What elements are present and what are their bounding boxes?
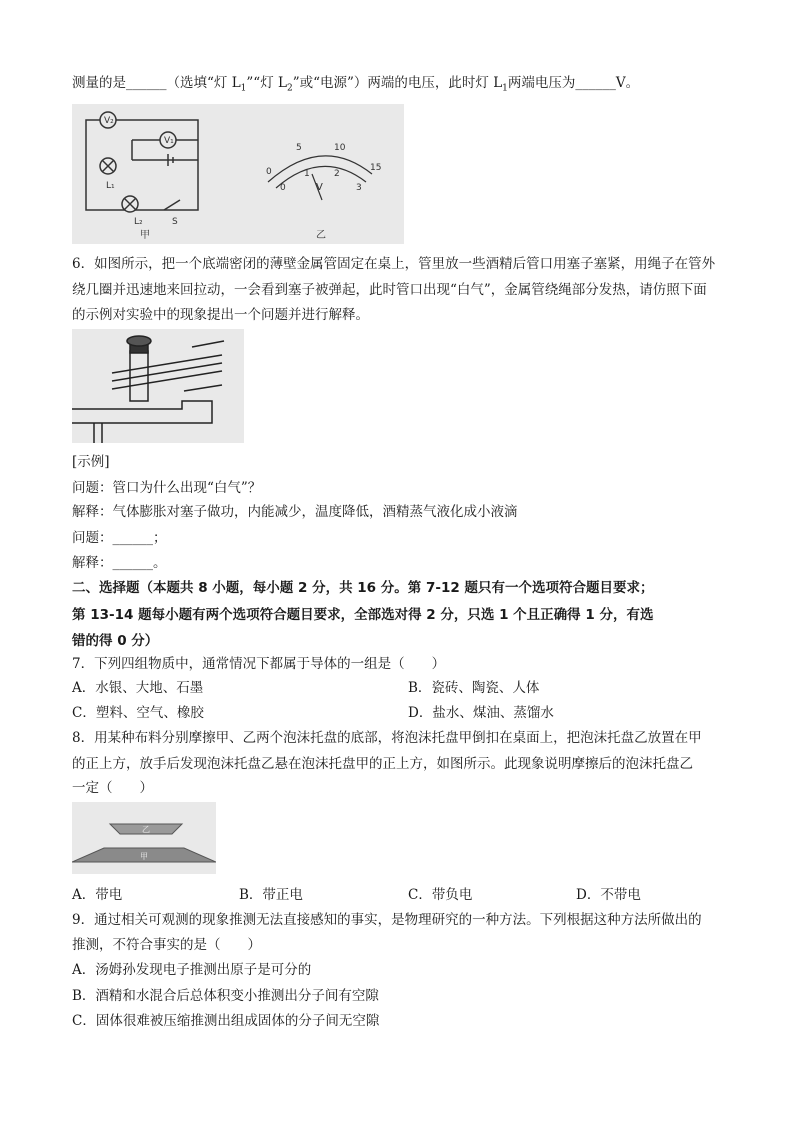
section2-line-1: 二、选择题（本题共 8 小题，每小题 2 分，共 16 分。第 7-12 题只有一个选项符合题目要求； <box>72 580 654 596</box>
q6-answer-blank: 解释：______。 <box>72 555 167 571</box>
q7-option-d: D．盐水、煤油、蒸馏水 <box>408 705 554 721</box>
meter-tick-b1: 1 <box>304 169 310 179</box>
q8-option-d: D．不带电 <box>576 887 641 903</box>
section2-line-3: 错的得 0 分） <box>72 633 159 649</box>
q6-example-answer: 解释：气体膨胀对塞子做功，内能减少，温度降低，酒精蒸气液化成小液滴 <box>72 504 518 520</box>
q8-option-b: B．带正电 <box>239 887 303 903</box>
q8-line-3: 一定（ ） <box>72 780 153 796</box>
meter-v-label: V <box>316 182 323 193</box>
q6-figure <box>72 329 244 443</box>
q8-line-2: 的正上方，放手后发现泡沫托盘乙悬在泡沫托盘甲的正上方，如图所示。此现象说明摩擦后的泡沫托盘乙 <box>72 756 693 772</box>
foam-trays-diagram <box>72 802 216 874</box>
q5-text-1: 测量的是______（选填“灯 L <box>72 75 241 91</box>
q7-option-a: A．水银、大地、石墨 <box>72 680 204 696</box>
q6-question-blank: 问题：______； <box>72 530 167 546</box>
l2-label: L₂ <box>134 217 143 227</box>
l1-label: L₁ <box>106 181 115 191</box>
q7-stem: 7．下列四组物质中，通常情况下都属于导体的一组是（ ） <box>72 656 446 672</box>
q6-example-question: 问题：管口为什么出现“白气”？ <box>72 480 262 496</box>
switch-label: S <box>172 217 178 227</box>
voltmeter-dial <box>268 156 372 200</box>
q8-option-a: A．带电 <box>72 887 123 903</box>
q5-tail-line <box>72 74 639 98</box>
q5-text-2: ”“灯 L <box>246 75 287 91</box>
q9-option-b: B．酒精和水混合后总体积变小推测出分子间有空隙 <box>72 988 379 1004</box>
meter-tick-b3: 3 <box>356 183 362 193</box>
q7-option-b: B．瓷砖、陶瓷、人体 <box>408 680 540 696</box>
q6-line-2: 绕几圈并迅速地来回拉动，一会看到塞子被弹起，此时管口出现“白气”，金属管绕绳部分发热，请仿照下面 <box>72 282 707 298</box>
q6-line-1: 6．如图所示，把一个底端密闭的薄壁金属管固定在桌上，管里放一些酒精后管口用塞子塞紧，用绳子在管外 <box>72 256 716 272</box>
meter-tick-5: 5 <box>296 143 302 153</box>
fig-yi-label: 乙 <box>316 230 326 241</box>
v2-label: V₂ <box>104 116 114 126</box>
q6-line-3: 的示例对实验中的现象提出一个问题并进行解释。 <box>72 307 369 323</box>
q5-text-4: 两端电压为______V。 <box>507 75 640 91</box>
q9-option-a: A．汤姆孙发现电子推测出原子是可分的 <box>72 962 312 978</box>
q6-example-tag: [示例] <box>72 454 110 470</box>
q9-option-c: C．固体很难被压缩推测出组成固体的分子间无空隙 <box>72 1013 380 1029</box>
q5-sub-2: 2 <box>286 83 293 94</box>
tray-yi-label: 乙 <box>142 825 150 834</box>
q8-figure <box>72 802 216 874</box>
v1-label: V₁ <box>164 136 174 146</box>
q8-line-1: 8．用某种布料分别摩擦甲、乙两个泡沫托盘的底部，将泡沫托盘甲倒扣在桌面上，把泡沫托盘乙放置在甲 <box>72 730 702 746</box>
q5-sub-1: 1 <box>240 83 247 94</box>
q9-line-1: 9．通过相关可观测的现象推测无法直接感知的事实，是物理研究的一种方法。下列根据这种方法所做出的 <box>72 912 702 928</box>
q5-figure <box>72 104 404 244</box>
q5-sub-3: 1 <box>502 83 508 94</box>
section2-line-2: 第 13-14 题每小题有两个选项符合题目要求，全部选对得 2 分，只选 1 个且正确得 1 分，有选 <box>72 607 654 623</box>
tray-jia-label: 甲 <box>140 852 148 861</box>
q5-text-3: ”或“电源”）两端的电压，此时灯 L <box>292 75 503 91</box>
meter-tick-10: 10 <box>334 143 346 153</box>
fig-jia-label: 甲 <box>140 230 150 241</box>
meter-tick-b0: 0 <box>280 183 286 193</box>
meter-tick-b2: 2 <box>334 169 340 179</box>
meter-tick-0: 0 <box>266 167 272 177</box>
q7-option-c: C．塑料、空气、橡胶 <box>72 705 204 721</box>
q9-line-2: 推测，不符合事实的是（ ） <box>72 937 261 953</box>
circuit-diagram <box>72 104 404 244</box>
meter-tick-15: 15 <box>370 163 382 173</box>
metal-tube-diagram <box>72 329 244 443</box>
q8-option-c: C．带负电 <box>408 887 473 903</box>
